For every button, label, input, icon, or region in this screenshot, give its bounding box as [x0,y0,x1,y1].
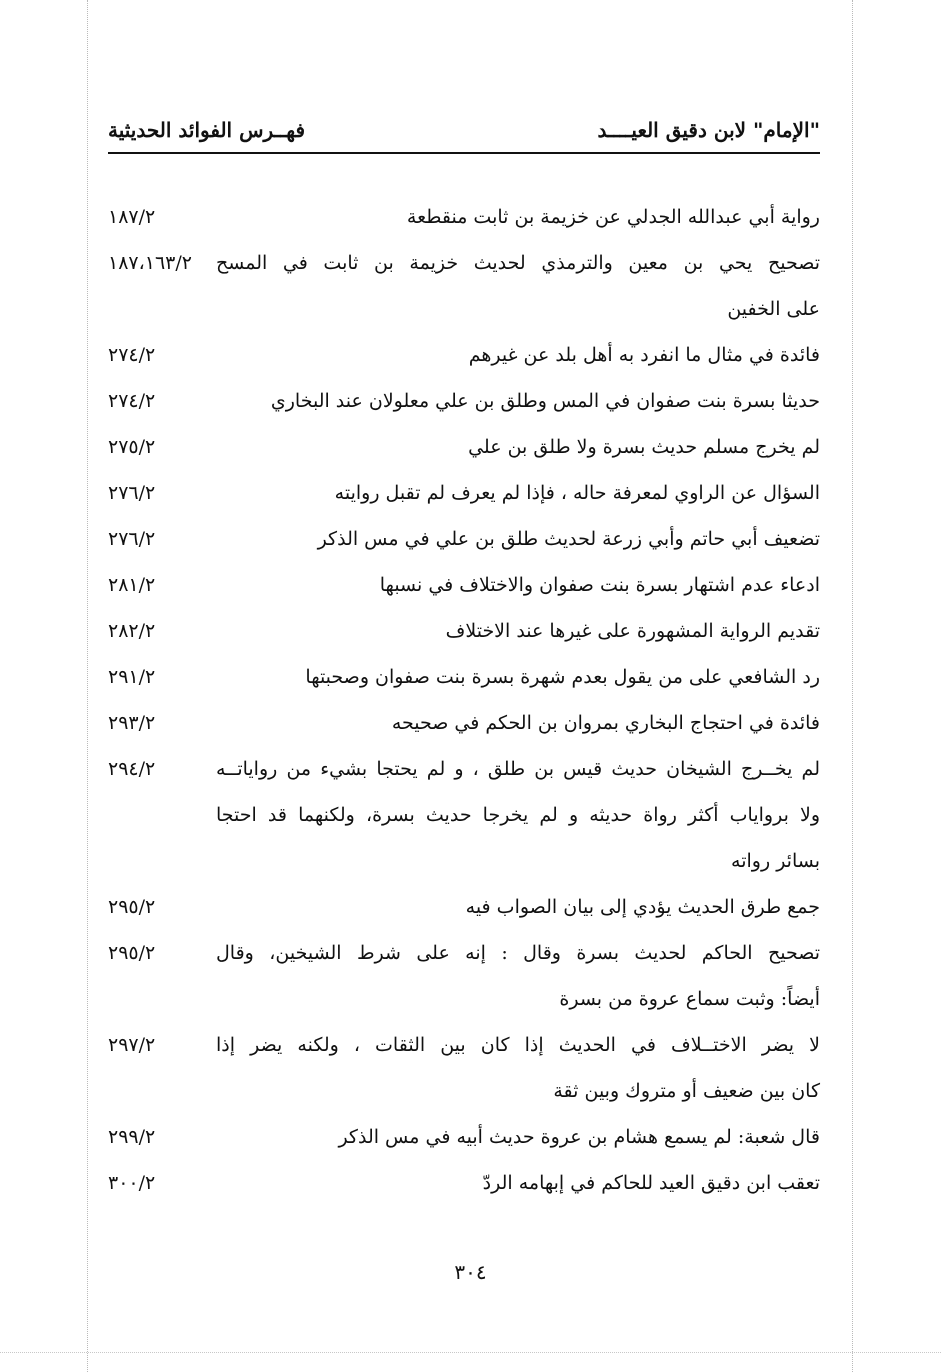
entry-line [108,424,820,470]
entry-text: كان بين ضعيف أو متروك وبين ثقة [553,1080,820,1102]
entry-text: لا يضر الاختــلاف في الحديث إذا كان بين الثقات ، ولكنه يضر إذا [216,1034,820,1056]
entry-reference: ٢٩٩/٢ [108,1126,156,1148]
entry-line [108,1114,820,1160]
index-entry [108,194,820,240]
entry-reference: ٢٨٢/٢ [108,620,156,642]
entry-line [108,930,820,976]
entry-line [108,516,820,562]
index-entry [108,562,820,608]
index-entry [108,654,820,700]
entry-reference: ٢٩٥/٢ [108,942,156,964]
entry-text: تصحيح الحاكم لحديث بسرة وقال : إنه على شرط الشيخين، وقال [216,942,820,964]
entry-text: رد الشافعي على من يقول بعدم شهرة بسرة بنت صفوان وصحبتها [305,666,820,688]
index-entry [108,930,820,1022]
entry-reference: ٢٩٤/٢ [108,758,156,780]
entry-text: قال شعبة: لم يسمع هشام بن عروة حديث أبيه في مس الذكر [338,1126,820,1148]
entry-line [108,378,820,424]
entry-text: فائدة في احتجاج البخاري بمروان بن الحكم في صحيحه [391,712,820,734]
entry-text: على الخفين [727,298,820,320]
entry-line [108,838,820,884]
scan-artifact-line [87,0,88,1372]
entry-line [108,1068,820,1114]
entry-text: لم يخــرج الشيخان حديث قيس بن طلق ، و لم يحتجا بشيء من رواياتــه [216,758,820,780]
index-entry [108,332,820,378]
section-title: فهــرس الفوائد الحديثية [108,118,306,142]
entry-text: تصحيح يحي بن معين والترمذي لحديث خزيمة بن ثابت في المسح [216,252,820,274]
entry-line [108,608,820,654]
header-rule [108,152,820,154]
entry-line [108,976,820,1022]
entry-text: تعقب ابن دقيق العيد للحاكم في إبهامه الردّ [482,1172,820,1194]
entry-text: فائدة في مثال ما انفرد به أهل بلد عن غيرهم [468,344,820,366]
entry-line [108,1022,820,1068]
entry-text: تقديم الرواية المشهورة على غيرها عند الاختلاف [445,620,820,642]
entry-reference: ٢٧٦/٢ [108,528,156,550]
index-entry [108,1160,820,1206]
entry-text: جمع طرق الحديث يؤدي إلى بيان الصواب فيه [465,896,820,918]
entry-reference: ٢٧٥/٢ [108,436,156,458]
index-entry [108,608,820,654]
entry-line [108,470,820,516]
scan-artifact-line [0,1352,941,1353]
index-entry [108,470,820,516]
index-entry [108,1022,820,1114]
entry-text: لم يخرج مسلم حديث بسرة ولا طلق بن علي [468,436,820,458]
entry-line [108,286,820,332]
entry-reference: ١٨٧،١٦٣/٢ [108,252,192,274]
entry-reference: ٢٩٧/٢ [108,1034,156,1056]
entry-reference: ٢٧٤/٢ [108,390,156,412]
entry-line [108,1160,820,1206]
entry-line [108,240,820,286]
entry-line [108,746,820,792]
index-entry [108,240,820,332]
index-entry [108,884,820,930]
entry-line [108,654,820,700]
entry-text: ولا برواياب أكثر رواة حديثه و لم يخرجا حديث بسرة، ولكنهما قد احتجا [216,804,820,826]
index-entry [108,424,820,470]
entry-reference: ٣٠٠/٢ [108,1172,156,1194]
entry-text: أيضاً: وثبت سماع عروة من بسرة [559,988,820,1010]
index-entries [108,194,820,1206]
index-entry [108,378,820,424]
entry-reference: ١٨٧/٢ [108,206,156,228]
entry-line [108,792,820,838]
scan-artifact-line [852,0,853,1372]
running-header [108,118,820,154]
entry-line [108,332,820,378]
entry-text: السؤال عن الراوي لمعرفة حاله ، فإذا لم يعرف لم تقبل روايته [334,482,820,504]
index-entry [108,700,820,746]
entry-line [108,700,820,746]
index-entry [108,1114,820,1160]
entry-line [108,884,820,930]
book-title: "الإمام" لابن دقيق العيــــد [597,118,820,142]
entry-text: رواية أبي عبدالله الجدلي عن خزيمة بن ثابت منقطعة [406,206,820,228]
index-entry [108,746,820,884]
entry-reference: ٢٨١/٢ [108,574,156,596]
entry-reference: ٢٧٤/٢ [108,344,156,366]
index-entry [108,516,820,562]
entry-reference: ٢٩٥/٢ [108,896,156,918]
entry-reference: ٢٩١/٢ [108,666,156,688]
page-number: ٣٠٤ [454,1260,487,1284]
entry-text: تضعيف أبي حاتم وأبي زرعة لحديث طلق بن علي في مس الذكر [317,528,820,550]
entry-line [108,562,820,608]
entry-reference: ٢٧٦/٢ [108,482,156,504]
entry-text: حديثا بسرة بنت صفوان في المس وطلق بن علي معلولان عند البخاري [270,390,820,412]
entry-reference: ٢٩٣/٢ [108,712,156,734]
entry-text: ادعاء عدم اشتهار بسرة بنت صفوان والاختلاف في نسبها [379,574,820,596]
entry-text: بسائر رواته [731,850,820,872]
entry-line [108,194,820,240]
